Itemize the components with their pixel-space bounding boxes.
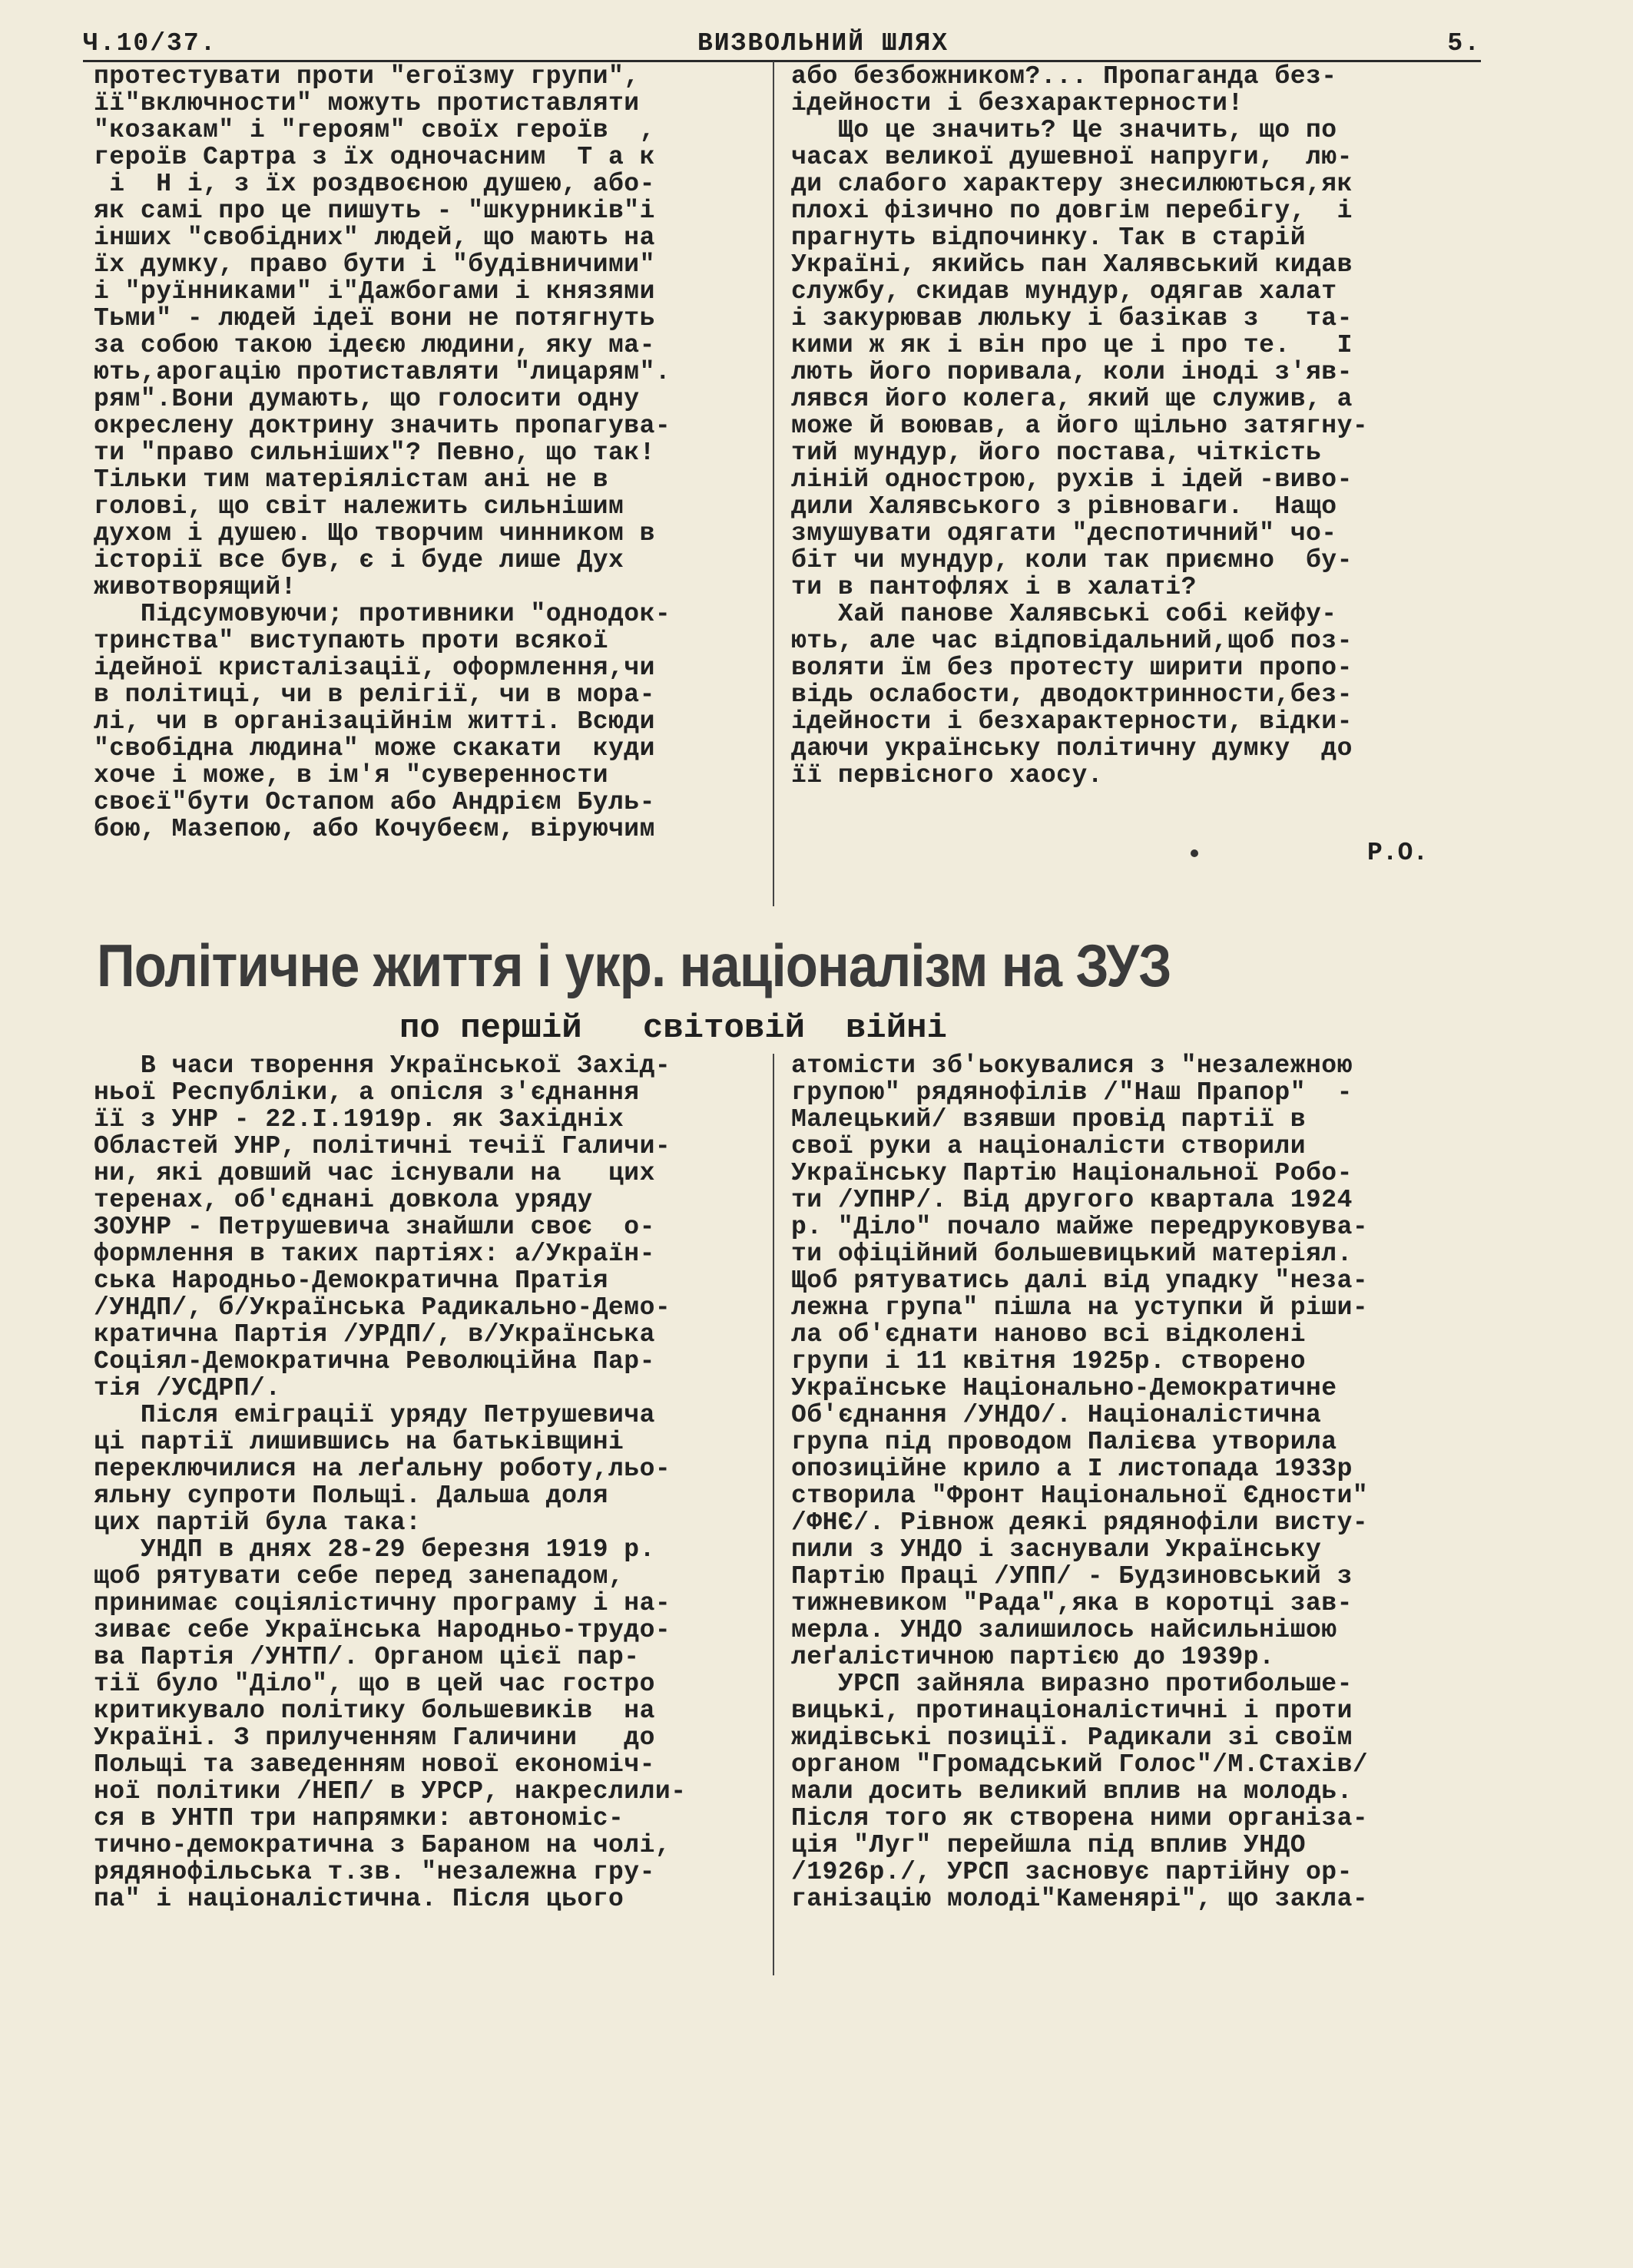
text-line: ти офіційний большевицький матеріял.: [791, 1240, 1353, 1268]
text-line: ньої Республіки, а опісля з'єднання: [94, 1078, 640, 1107]
text-line: тії було "Діло", що в цей час гостро: [94, 1670, 655, 1698]
text-line: бою, Мазепою, або Кочубеєм, віруючим: [94, 815, 655, 843]
text-line: Партію Праці /УПП/ - Будзиновський з: [791, 1562, 1353, 1591]
text-line: мали досить великий вплив на молодь.: [791, 1777, 1353, 1806]
text-line: як самі про це пишуть - "шкурників"і: [94, 197, 655, 225]
text-line: ди слабого характеру знесилюються,як: [791, 170, 1353, 198]
text-line: Польщі та заведенням нової економіч-: [94, 1750, 655, 1779]
text-line: змушувати одягати "деспотичний" чо-: [791, 519, 1337, 548]
text-line: критикувало політику большевиків на: [94, 1697, 655, 1725]
text-line: Соціял-Демократична Революційна Пар-: [94, 1347, 655, 1376]
text-line: прагнуть відпочинку. Так в старій: [791, 223, 1307, 252]
text-line: зиває себе Українська Народньо-трудо-: [94, 1616, 671, 1644]
text-line: леґалістичною партією до 1939р.: [791, 1643, 1275, 1671]
bottom-column-divider: [773, 1054, 774, 1975]
text-line: Україні. З прилученням Галичини до: [94, 1723, 655, 1752]
text-line: УРСП зайняла виразно протибольше-: [791, 1670, 1353, 1698]
page-number: 5.: [1447, 29, 1481, 58]
text-line: тижневиком "Рада",яка в коротці зав-: [791, 1589, 1353, 1617]
text-line: ють, але час відповідальний,щоб поз-: [791, 627, 1353, 655]
text-line: В часи творення Української Захід-: [94, 1052, 671, 1080]
text-line: атомісти зб'ьокувалися з "незалежною: [791, 1052, 1353, 1080]
text-line: і "руїнниками" і"Дажбогами і князями: [94, 277, 655, 306]
text-line: свої руки а націоналісти створили: [791, 1132, 1307, 1160]
text-line: ти /УПНР/. Від другого квартала 1924: [791, 1186, 1353, 1214]
text-line: хоче і може, в ім'я "суверенности: [94, 761, 609, 790]
text-line: вицькі, протинаціоналістичні і проти: [791, 1697, 1353, 1725]
text-line: протестувати проти "егоїзму групи",: [94, 63, 640, 91]
text-line: Областей УНР, політичні течії Галичи-: [94, 1132, 671, 1160]
text-line: кратична Партія /УРДП/, в/Українська: [94, 1320, 655, 1349]
text-line: або безбожником?... Пропаганда без-: [791, 63, 1337, 91]
text-line: історії все був, є і буде лише Дух: [94, 546, 624, 574]
text-line: плохі фізично по довгім перебігу, і: [791, 197, 1353, 225]
bullet-dot: [1191, 849, 1198, 857]
text-line: принимає соціялістичну програму і на-: [94, 1589, 671, 1617]
text-line: відь ослабости, дводоктринности,без-: [791, 680, 1353, 709]
text-line: цих партій була така:: [94, 1508, 422, 1537]
text-line: Об'єднання /УНДО/. Націоналістична: [791, 1401, 1322, 1429]
text-line: Підсумовуючи; противники "однодок-: [94, 600, 671, 628]
text-line: ліній однострою, рухів і ідей -виво-: [791, 465, 1353, 494]
text-line: ці партії лишившись на батьківщині: [94, 1428, 624, 1456]
text-line: воляти їм без протесту ширити пропо-: [791, 654, 1353, 682]
article-headline: Політичне життя і укр. націоналізм на ЗУЗ: [97, 932, 1171, 999]
text-line: її"включности" можуть протиставляти: [94, 89, 640, 118]
text-line: ни, які довший час існували на цих: [94, 1159, 655, 1187]
text-line: її первісного хаосу.: [791, 761, 1104, 789]
text-line: "козакам" і "героям" своїх героїв ,: [94, 116, 655, 144]
text-line: тія /УСДРП/.: [94, 1374, 281, 1402]
text-line: ідейної кристалізації, оформлення,чи: [94, 654, 655, 682]
text-line: Малецький/ взявши провід партії в: [791, 1105, 1307, 1134]
top-left-column: [94, 63, 762, 843]
text-line: Україні, якийсь пан Халявський кидав: [791, 250, 1353, 279]
text-line: ганізацію молоді"Каменярі", що закла-: [791, 1885, 1369, 1912]
text-line: переключилися на леґальну роботу,льо-: [94, 1455, 671, 1483]
text-line: окреслену доктрину значить пропагува-: [94, 412, 671, 440]
text-line: животворящий!: [94, 573, 296, 601]
text-line: їх думку, право бути і "будівничими": [94, 250, 655, 279]
text-line: лежна група" пішла на уступки й ріши-: [791, 1293, 1369, 1322]
text-line: рям".Вони думають, що голосити одну: [94, 385, 640, 413]
text-line: ідейности і безхарактерности!: [791, 89, 1244, 118]
text-line: формлення в таких партіях: а/Україн-: [94, 1240, 655, 1268]
text-line: "свобідна людина" може скакати куди: [94, 734, 655, 763]
text-line: часах великої душевної напруги, лю-: [791, 143, 1353, 171]
text-line: лють його поривала, коли іноді з'яв-: [791, 358, 1353, 386]
top-right-column: [791, 63, 1482, 789]
text-line: Українське Національно-Демократичне: [791, 1374, 1337, 1402]
text-line: ти в пантофлях і в халаті?: [791, 573, 1197, 601]
page-header: [83, 29, 1481, 62]
text-line: і закурював люльку і базікав з та-: [791, 304, 1353, 333]
bottom-left-column: [94, 1052, 762, 1912]
text-line: щоб рятувати себе перед занепадом,: [94, 1562, 624, 1591]
text-line: органом "Громадський Голос"/М.Стахів/: [791, 1750, 1369, 1779]
text-line: па" і націоналістична. Після цього: [94, 1885, 624, 1912]
text-line: Тільки тим матеріялістам ані не в: [94, 465, 609, 494]
text-line: може й воював, а його щільно затягну-: [791, 412, 1369, 440]
text-line: /1926р./, УРСП засновує партійну ор-: [791, 1858, 1353, 1886]
text-line: тринства" виступають проти всякої: [94, 627, 609, 655]
text-line: УНДП в днях 28-29 березня 1919 р.: [94, 1535, 655, 1564]
text-line: інших "свобідних" людей, що мають на: [94, 223, 655, 252]
top-column-divider: [773, 61, 774, 906]
text-line: Після еміграції уряду Петрушевича: [94, 1401, 655, 1429]
text-line: даючи українську політичну думку до: [791, 734, 1353, 763]
text-line: дили Халявського з рівноваги. Нащо: [791, 492, 1337, 521]
text-line: рядянофільська т.зв. "незалежна гру-: [94, 1858, 655, 1886]
publication-title: ВИЗВОЛЬНИЙ ШЛЯХ: [697, 29, 949, 58]
text-line: ська Народньо-Демократична Пратія: [94, 1266, 609, 1295]
text-line: теренах, об'єднані довкола уряду: [94, 1186, 593, 1214]
text-line: Після того як створена ними організа-: [791, 1804, 1369, 1833]
text-line: Хай панове Халявські собі кейфу-: [791, 600, 1337, 628]
text-line: мерла. УНДО залишилось найсильнішою: [791, 1616, 1337, 1644]
text-line: і Н і, з їх роздвоєною душею, або-: [94, 170, 655, 198]
text-line: опозиційне крило а І листопада 1933р: [791, 1455, 1353, 1483]
text-line: ла об'єднати наново всі відколені: [791, 1320, 1307, 1349]
text-line: ція "Луг" перейшла під вплив УНДО: [791, 1831, 1307, 1859]
text-line: групою" рядянофілів /"Наш Прапор" -: [791, 1078, 1353, 1107]
text-line: ють,арогацію протиставляти "лицарям".: [94, 358, 671, 386]
text-line: своєї"бути Остапом або Андрієм Буль-: [94, 788, 655, 816]
text-line: ва Партія /УНТП/. Органом цієї пар-: [94, 1643, 640, 1671]
text-line: лі, чи в організаційнім житті. Всюди: [94, 707, 655, 736]
text-line: службу, скидав мундур, одягав халат: [791, 277, 1337, 306]
text-line: голові, що світ належить сильнішим: [94, 492, 624, 521]
text-line: тий мундур, його постава, чіткість: [791, 439, 1322, 467]
text-line: за собою такою ідеєю людини, яку ма-: [94, 331, 655, 359]
text-line: /УНДП/, б/Українська Радикально-Демо-: [94, 1293, 671, 1322]
text-line: /ФНЄ/. Рівнож деякі рядянофіли висту-: [791, 1508, 1369, 1537]
text-line: біт чи мундур, коли так приємно бу-: [791, 546, 1353, 574]
text-line: Щоб рятуватись далі від упадку "неза-: [791, 1266, 1369, 1295]
article-subheadline: по першій світовій війні: [399, 1009, 947, 1048]
text-line: жидівські позиції. Радикали зі своїм: [791, 1723, 1353, 1752]
text-line: в політиці, чи в релігії, чи в мора-: [94, 680, 655, 709]
text-line: р. "Діло" почало майже передруковува-: [791, 1213, 1369, 1241]
text-line: група під проводом Палієва утворила: [791, 1428, 1337, 1456]
text-line: яльну супроти Польщі. Дальша доля: [94, 1482, 609, 1510]
text-line: ідейности і безхарактерности, відки-: [791, 707, 1353, 736]
author-signature: Р.О.: [1367, 839, 1429, 867]
text-line: ЗОУНР - Петрушевича знайшли своє о-: [94, 1213, 655, 1241]
text-line: Українську Партію Національної Робо-: [791, 1159, 1353, 1187]
text-line: ної політики /НЕП/ в УРСР, накреслили-: [94, 1777, 687, 1806]
text-line: духом і душею. Що творчим чинником в: [94, 519, 655, 548]
text-line: її з УНР - 22.І.1919р. як Західніх: [94, 1105, 624, 1134]
text-line: пили з УНДО і заснували Українську: [791, 1535, 1322, 1564]
text-line: групи і 11 квітня 1925р. створено: [791, 1347, 1307, 1376]
text-line: лявся його колега, який ще служив, а: [791, 385, 1353, 413]
text-line: ти "право сильніших"? Певно, що так!: [94, 439, 655, 467]
text-line: кими ж як і він про це і про те. І: [791, 331, 1353, 359]
text-line: тично-демократична з Бараном на чолі,: [94, 1831, 671, 1859]
issue-number: Ч.10/37.: [83, 29, 217, 58]
text-line: створила "Фронт Національної Єдности": [791, 1482, 1369, 1510]
text-line: героїв Сартра з їх одночасним Т а к: [94, 143, 655, 171]
text-line: Тьми" - людей ідеї вони не потягнуть: [94, 304, 655, 333]
text-line: Що це значить? Це значить, що по: [791, 116, 1337, 144]
text-line: ся в УНТП три напрямки: автономіс-: [94, 1804, 624, 1833]
bottom-right-column: [791, 1052, 1482, 1912]
